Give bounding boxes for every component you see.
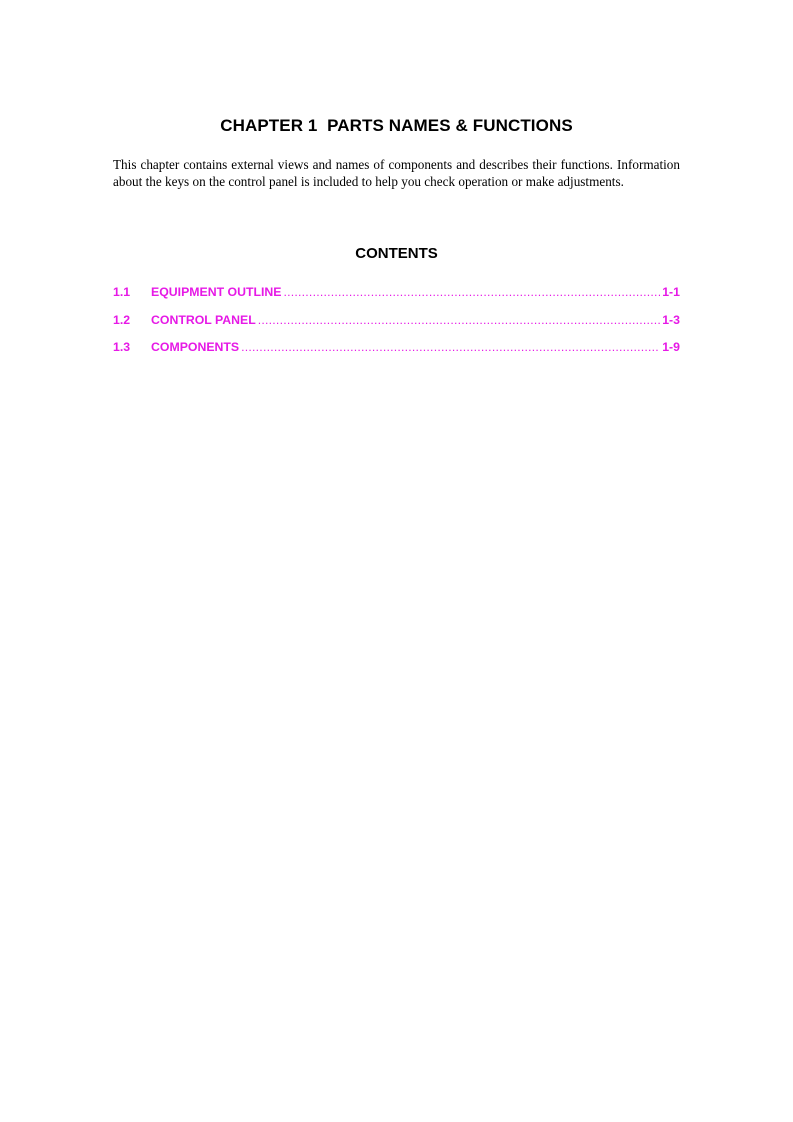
toc-entry-title[interactable]: COMPONENTS [151, 340, 240, 354]
toc-entry-control-panel[interactable] [113, 313, 680, 341]
toc-entry-page[interactable]: 1-9 [662, 340, 680, 354]
contents-heading: CONTENTS [355, 245, 438, 262]
toc-dot-leader [284, 285, 661, 299]
toc-entry-page[interactable]: 1-3 [662, 312, 680, 327]
toc-entry-title[interactable]: EQUIPMENT OUTLINE [151, 285, 282, 299]
chapter-title: CHAPTER 1 PARTS NAMES & FUNCTIONS [220, 116, 573, 135]
toc-entry-equipment-outline[interactable] [113, 285, 680, 313]
toc-dot-leader [258, 313, 660, 327]
toc-entry-title[interactable]: CONTROL PANEL [151, 312, 256, 327]
toc-entry-number: 1.3 [113, 340, 131, 354]
toc-entry-components[interactable] [113, 340, 680, 368]
toc-entry-number: 1.1 [113, 285, 131, 299]
toc-entry-number: 1.2 [113, 312, 131, 327]
toc-entry-page[interactable]: 1-1 [662, 285, 680, 299]
toc-dot-leader [241, 340, 660, 354]
chapter-intro-paragraph: This chapter contains external views and names of components and describes their functions. Information about the keys on the control panel is included to help you check operation or make adjustments. [113, 157, 680, 189]
table-of-contents [113, 285, 680, 368]
